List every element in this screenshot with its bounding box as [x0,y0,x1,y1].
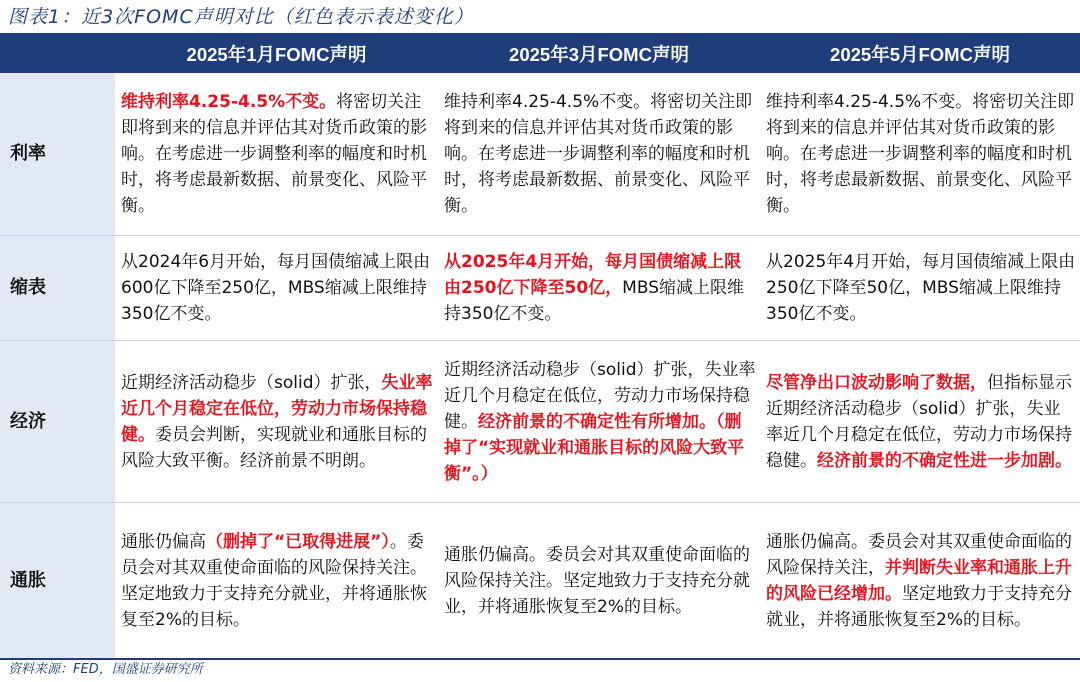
changed-text-segment: （删掉了“已取得进展”） [206,532,390,552]
statement-cell [760,236,1080,341]
statement-text [444,357,756,487]
statement-text [766,249,1076,327]
text-segment: 委员会判断，实现就业和通胀目标的风险大致平衡。经济前景不明朗。 [121,424,427,471]
statement-cell [760,341,1080,503]
text-segment: 通胀仍偏高。委员会对其双重使命面临的风险保持关注， [766,532,1072,578]
statement-text [766,529,1076,633]
statement-cell [115,341,438,503]
statement-text [121,249,434,327]
statement-text [121,89,434,219]
header-cell-may: 2025年5月FOMC声明 [760,35,1080,73]
text-segment: 维持利率4.25-4.5%不变。将密切关注即将到来的信息并评估其对货币政策的影响。在考虑进一步调整利率的幅度和时机时，将考虑最新数据、前景变化、风险平衡。 [444,92,753,216]
statement-text [766,89,1076,219]
changed-text-segment: 尽管净出口波动影响了数据， [766,372,987,393]
statement-cell [438,341,760,503]
figure-title: 图表1：近3次FOMC声明对比（红色表示表述变化） [8,6,474,28]
text-segment: 从2025年4月开始，每月国债缩减上限由250亿下降至50亿，MBS缩减上限维持350亿不变。 [766,252,1076,324]
text-segment: 从2024年6月开始，每月国债缩减上限由600亿下降至250亿，MBS缩减上限维持350亿不变。 [121,252,431,324]
text-segment: 坚定地致力于支持充分就业，并将通胀恢复至2%的目标。 [766,584,1072,630]
statement-text [444,249,756,327]
text-segment: 将密切关注即将到来的信息并评估其对货币政策的影响。在考虑进一步调整利率的幅度和时机时，将考虑最新数据、前景变化、风险平衡。 [121,92,427,216]
statement-cell [115,503,438,660]
header-cell-blank [0,35,115,73]
statement-cell [438,503,760,660]
fomc-comparison-table [0,35,1080,660]
statement-text [121,370,434,474]
changed-text-segment: 维持利率4.25-4.5%不变。 [121,92,337,112]
statement-text [444,542,756,620]
changed-text-segment: 经济前景的不确定性有所增加。（删掉了“实现就业和通胀目标的风险大致平衡”。） [444,411,745,484]
text-segment: 通胀仍偏高 [121,532,206,552]
statement-text [766,370,1076,474]
row-label: 通胀 [0,503,115,660]
table-row-economy [0,341,1080,503]
table-row-inflation [0,503,1080,660]
text-segment: 维持利率4.25-4.5%不变。将密切关注即将到来的信息并评估其对货币政策的影响。在考虑进一步调整利率的幅度和时机时，将考虑最新数据、前景变化、风险平衡。 [766,92,1075,216]
statement-cell [115,236,438,341]
header-cell-jan: 2025年1月FOMC声明 [115,35,438,73]
table-row-balance-sheet [0,236,1080,341]
changed-text-segment: 并判断失业率和通胀上升的风险已经增加。 [766,558,1072,604]
table-row-rate [0,73,1080,236]
header-cell-mar: 2025年3月FOMC声明 [438,35,760,73]
text-segment: 但指标显示近期经济活动稳步（solid）扩张，失业率近几个月稳定在低位，劳动力市场保持稳健。 [766,372,1072,471]
text-segment: 近期经济活动稳步（solid）扩张， [121,372,382,393]
statement-cell [438,236,760,341]
text-segment: MBS缩减上限维持350亿不变。 [444,278,744,324]
row-label: 缩表 [0,236,115,341]
text-segment: 近期经济活动稳步（solid）扩张，失业率近几个月稳定在低位，劳动力市场保持稳健。 [444,359,756,432]
statement-text [444,89,756,219]
statement-text [121,529,434,633]
row-label: 利率 [0,73,115,236]
statement-cell [760,503,1080,660]
text-segment: 通胀仍偏高。委员会对其双重使命面临的风险保持关注。坚定地致力于支持充分就业，并将通胀恢复至2%的目标。 [444,545,750,617]
changed-text-segment: 失业率近几个月稳定在低位，劳动力市场保持稳健。 [121,372,433,445]
statement-cell [438,73,760,236]
text-segment: 。委员会对其双重使命面临的风险保持关注。坚定地致力于支持充分就业，并将通胀恢复至2%的目标。 [121,532,427,630]
statement-cell [115,73,438,236]
header-row [0,35,1080,73]
source-note: 资料来源：FED，国盛证券研究所 [8,662,203,677]
row-label: 经济 [0,341,115,503]
changed-text-segment: 从2025年4月开始，每月国债缩减上限由250亿下降至50亿， [444,252,742,298]
statement-cell [760,73,1080,236]
changed-text-segment: 经济前景的不确定性进一步加剧。 [817,450,1072,471]
